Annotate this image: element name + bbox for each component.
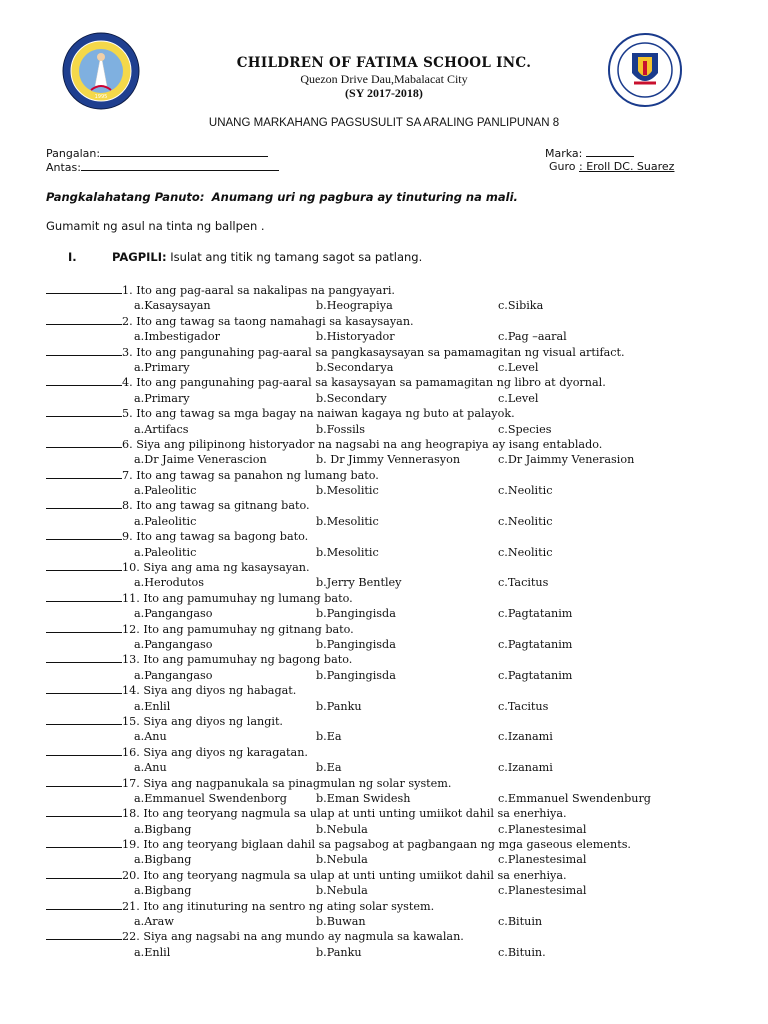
question-line bbox=[46, 683, 726, 698]
svg-text:1995: 1995 bbox=[94, 94, 108, 100]
question-text: 9. Ito ang tawag sa bagong bato. bbox=[122, 530, 309, 544]
choice-a: a.Pangangaso bbox=[134, 668, 213, 682]
question-text: 22. Siya ang nagsabi na ang mundo ay nagmula sa kawalan. bbox=[122, 930, 464, 944]
choice-a: a.Herodutos bbox=[134, 576, 205, 590]
level-label: Antas: bbox=[46, 161, 81, 174]
choice-b: b.Nebula bbox=[316, 853, 368, 867]
choices-row bbox=[46, 545, 726, 560]
question-line bbox=[46, 345, 726, 360]
choice-b: b.Mesolitic bbox=[316, 514, 379, 528]
name-blank[interactable] bbox=[100, 146, 268, 157]
question-text: 5. Ito ang tawag sa mga bagay na naiwan kagaya ng buto at palayok. bbox=[122, 407, 515, 421]
choice-a: a.Emmanuel Swendenborg bbox=[134, 791, 287, 805]
answer-blank[interactable] bbox=[46, 529, 122, 540]
choice-c: c.Pagtatanim bbox=[498, 668, 573, 682]
school-address: Quezon Drive Dau,Mabalacat City bbox=[300, 72, 468, 86]
section-title: PAGPILI: bbox=[112, 250, 167, 264]
level-blank[interactable] bbox=[81, 160, 279, 171]
question-line bbox=[46, 437, 726, 452]
question-text: 6. Siya ang pilipinong historyador na nagsabi na ang heograpiya ay isang entablado. bbox=[122, 437, 603, 451]
choice-a: a.Paleolitic bbox=[134, 514, 197, 528]
choice-a: a.Artifacs bbox=[134, 422, 189, 436]
choice-b: b.Ea bbox=[316, 761, 342, 775]
choice-a: a.Anu bbox=[134, 761, 167, 775]
question-line bbox=[46, 806, 726, 821]
choices-row bbox=[46, 514, 726, 529]
choice-a: a.Araw bbox=[134, 915, 174, 929]
question-text: 3. Ito ang pangunahing pag-aaral sa pangkasaysayan sa pamamagitan ng visual artifact. bbox=[122, 345, 625, 359]
answer-blank[interactable] bbox=[46, 683, 122, 694]
choices-row bbox=[46, 914, 726, 929]
choice-c: c.Izanami bbox=[498, 761, 553, 775]
section-instruction: Isulat ang titik ng tamang sagot sa patlang. bbox=[166, 250, 423, 264]
answer-blank[interactable] bbox=[46, 929, 122, 940]
teacher-label: Guro bbox=[549, 160, 576, 173]
choice-a: a.Primary bbox=[134, 360, 190, 374]
question-text: 21. Ito ang itinuturing na sentro ng ating solar system. bbox=[122, 899, 435, 913]
choice-b: b.Pangingisda bbox=[316, 637, 396, 651]
choice-b: b. Dr Jimmy Vennerasyon bbox=[316, 453, 461, 467]
answer-blank[interactable] bbox=[46, 375, 122, 386]
choice-a: a.Kasaysayan bbox=[134, 299, 211, 313]
choice-b: b.Nebula bbox=[316, 884, 368, 898]
question-text: 17. Siya ang nagpanukala sa pinagmulan ng solar system. bbox=[122, 776, 452, 790]
choice-a: a.Enlil bbox=[134, 945, 171, 959]
choice-b: b.Buwan bbox=[316, 915, 366, 929]
choice-c: c.Emmanuel Swendenburg bbox=[498, 791, 651, 805]
question-line bbox=[46, 283, 726, 298]
choice-c: c.Tacitus bbox=[498, 576, 549, 590]
score-field bbox=[545, 146, 634, 160]
choice-c: c.Neolitic bbox=[498, 545, 553, 559]
choice-c: c.Neolitic bbox=[498, 514, 553, 528]
question-line bbox=[46, 622, 726, 637]
choices-row bbox=[46, 945, 726, 960]
teacher-field bbox=[549, 160, 674, 173]
choice-c: c.Planestesimal bbox=[498, 822, 587, 836]
choices-row bbox=[46, 329, 726, 344]
choices-row bbox=[46, 391, 726, 406]
choice-c: c.Species bbox=[498, 422, 552, 436]
teacher-name: : Eroll DC. Suarez bbox=[579, 160, 675, 173]
question-text: 20. Ito ang teoryang nagmula sa ulap at unti unting umiikot dahil sa enerhiya. bbox=[122, 868, 567, 882]
question-line bbox=[46, 837, 726, 852]
answer-blank[interactable] bbox=[46, 622, 122, 633]
question-line bbox=[46, 776, 726, 791]
choice-b: b.Historyador bbox=[316, 330, 395, 344]
choice-b: b.Pangingisda bbox=[316, 668, 396, 682]
choice-c: c.Pagtatanim bbox=[498, 607, 573, 621]
question-text: 15. Siya ang diyos ng langit. bbox=[122, 714, 283, 728]
choice-a: a.Enlil bbox=[134, 699, 171, 713]
answer-blank[interactable] bbox=[46, 745, 122, 756]
question-line bbox=[46, 529, 726, 544]
choices-row bbox=[46, 298, 726, 313]
question-line bbox=[46, 868, 726, 883]
level-field bbox=[46, 160, 279, 174]
question-text: 1. Ito ang pag-aaral sa nakalipas na pangyayari. bbox=[122, 284, 395, 297]
choices-row bbox=[46, 791, 726, 806]
question-text: 14. Siya ang diyos ng habagat. bbox=[122, 684, 297, 698]
exam-title: UNANG MARKAHANG PAGSUSULIT SA ARALING PANLIPUNAN 8 bbox=[208, 117, 560, 129]
question-line bbox=[46, 652, 726, 667]
choice-c: c.Pag –aaral bbox=[498, 330, 567, 344]
choice-c: c.Bituin. bbox=[498, 945, 546, 959]
choice-c: c.Dr Jaimmy Venerasion bbox=[498, 453, 635, 467]
choices-row bbox=[46, 852, 726, 867]
school-name: CHILDREN OF FATIMA SCHOOL INC. bbox=[236, 55, 532, 71]
answer-blank[interactable] bbox=[46, 345, 122, 356]
question-text: 13. Ito ang pamumuhay ng bagong bato. bbox=[122, 653, 353, 667]
choice-a: a.Pangangaso bbox=[134, 637, 213, 651]
choice-c: c.Bituin bbox=[498, 915, 543, 929]
school-year: (SY 2017-2018) bbox=[345, 86, 423, 100]
choice-a: a.Bigbang bbox=[134, 853, 192, 867]
choice-c: c.Sibika bbox=[498, 299, 544, 313]
choice-b: b.Mesolitic bbox=[316, 545, 379, 559]
answer-blank[interactable] bbox=[46, 868, 122, 879]
choice-a: a.Imbestigador bbox=[134, 330, 220, 344]
question-line bbox=[46, 745, 726, 760]
choices-row bbox=[46, 452, 726, 467]
choice-c: c.Tacitus bbox=[498, 699, 549, 713]
choice-a: a.Primary bbox=[134, 391, 190, 405]
general-instructions-text: Anumang uri ng pagbura ay tinuturing na mali. bbox=[211, 190, 518, 204]
answer-blank[interactable] bbox=[46, 560, 122, 571]
question-line bbox=[46, 468, 726, 483]
choice-b: b.Jerry Bentley bbox=[316, 576, 402, 590]
question-text: 12. Ito ang pamumuhay ng gitnang bato. bbox=[122, 622, 354, 636]
choice-c: c.Pagtatanim bbox=[498, 637, 573, 651]
score-label: Marka: bbox=[545, 147, 583, 160]
choices-row bbox=[46, 668, 726, 683]
answer-blank[interactable] bbox=[46, 899, 122, 910]
choice-b: b.Nebula bbox=[316, 822, 368, 836]
choices-row bbox=[46, 360, 726, 375]
choice-c: c.Izanami bbox=[498, 730, 553, 744]
choice-b: b.Ea bbox=[316, 730, 342, 744]
name-label: Pangalan: bbox=[46, 147, 101, 160]
choice-b: b.Panku bbox=[316, 945, 362, 959]
question-line bbox=[46, 899, 726, 914]
choice-b: b.Secondary bbox=[316, 391, 387, 405]
choice-a: a.Bigbang bbox=[134, 884, 192, 898]
choice-b: b.Fossils bbox=[316, 422, 365, 436]
choices-row bbox=[46, 883, 726, 898]
question-text: 8. Ito ang tawag sa gitnang bato. bbox=[122, 499, 310, 513]
choice-a: a.Anu bbox=[134, 730, 167, 744]
answer-blank[interactable] bbox=[46, 714, 122, 725]
score-blank[interactable] bbox=[586, 146, 634, 157]
choices-row bbox=[46, 637, 726, 652]
choices-row bbox=[46, 822, 726, 837]
name-field bbox=[46, 146, 268, 160]
question-line bbox=[46, 591, 726, 606]
choices-row bbox=[46, 760, 726, 775]
answer-blank[interactable] bbox=[46, 591, 122, 602]
choice-b: b.Pangingisda bbox=[316, 607, 396, 621]
answer-blank[interactable] bbox=[46, 314, 122, 325]
question-text: 4. Ito ang pangunahing pag-aaral sa kasaysayan sa pamamagitan ng libro at dyornal. bbox=[122, 376, 606, 390]
question-text: 2. Ito ang tawag sa taong namahagi sa kasaysayan. bbox=[122, 314, 414, 328]
choices-row bbox=[46, 606, 726, 621]
general-instructions-label: Pangkalahatang Panuto: bbox=[46, 190, 205, 204]
question-text: 10. Siya ang ama ng kasaysayan. bbox=[122, 561, 310, 575]
choice-c: c.Planestesimal bbox=[498, 884, 587, 898]
general-instructions bbox=[46, 190, 518, 204]
choices-row bbox=[46, 422, 726, 437]
choices-row bbox=[46, 483, 726, 498]
choices-row bbox=[46, 729, 726, 744]
choices-row bbox=[46, 575, 726, 590]
answer-blank[interactable] bbox=[46, 437, 122, 448]
question-line bbox=[46, 929, 726, 944]
question-text: 11. Ito ang pamumuhay ng lumang bato. bbox=[122, 591, 353, 605]
section-header bbox=[68, 250, 422, 264]
choice-c: c.Level bbox=[498, 391, 539, 405]
answer-blank[interactable] bbox=[46, 837, 122, 848]
choice-a: a.Paleolitic bbox=[134, 545, 197, 559]
choice-a: a.Pangangaso bbox=[134, 607, 213, 621]
answer-blank[interactable] bbox=[46, 406, 122, 417]
question-line bbox=[46, 406, 726, 421]
choice-b: b.Heograpiya bbox=[316, 299, 393, 313]
question-line bbox=[46, 498, 726, 513]
answer-blank[interactable] bbox=[46, 498, 122, 509]
section-number: I. bbox=[68, 250, 77, 264]
choice-b: b.Secondarya bbox=[316, 360, 394, 374]
choice-c: c.Level bbox=[498, 360, 539, 374]
choices-row bbox=[46, 699, 726, 714]
choice-c: c.Planestesimal bbox=[498, 853, 587, 867]
question-line bbox=[46, 560, 726, 575]
answer-blank[interactable] bbox=[46, 283, 122, 294]
question-list bbox=[46, 283, 726, 960]
question-text: 19. Ito ang teoryang biglaan dahil sa pagsabog at pagbangaan ng mga gaseous elements. bbox=[122, 838, 631, 852]
question-line bbox=[46, 714, 726, 729]
answer-blank[interactable] bbox=[46, 652, 122, 663]
choice-c: c.Neolitic bbox=[498, 484, 553, 498]
question-text: 16. Siya ang diyos ng karagatan. bbox=[122, 745, 308, 759]
answer-blank[interactable] bbox=[46, 468, 122, 479]
choice-a: a.Bigbang bbox=[134, 822, 192, 836]
question-line bbox=[46, 375, 726, 390]
choice-b: b.Mesolitic bbox=[316, 484, 379, 498]
ink-instruction: Gumamit ng asul na tinta ng ballpen . bbox=[46, 219, 265, 233]
choice-b: b.Eman Swidesh bbox=[316, 791, 411, 805]
question-line bbox=[46, 314, 726, 329]
answer-blank[interactable] bbox=[46, 806, 122, 817]
choice-b: b.Panku bbox=[316, 699, 362, 713]
choice-a: a.Paleolitic bbox=[134, 484, 197, 498]
answer-blank[interactable] bbox=[46, 776, 122, 787]
choice-a: a.Dr Jaime Venerascion bbox=[134, 453, 267, 467]
question-text: 7. Ito ang tawag sa panahon ng lumang bato. bbox=[122, 468, 379, 482]
question-text: 18. Ito ang teoryang nagmula sa ulap at unti unting umiikot dahil sa enerhiya. bbox=[122, 807, 567, 821]
